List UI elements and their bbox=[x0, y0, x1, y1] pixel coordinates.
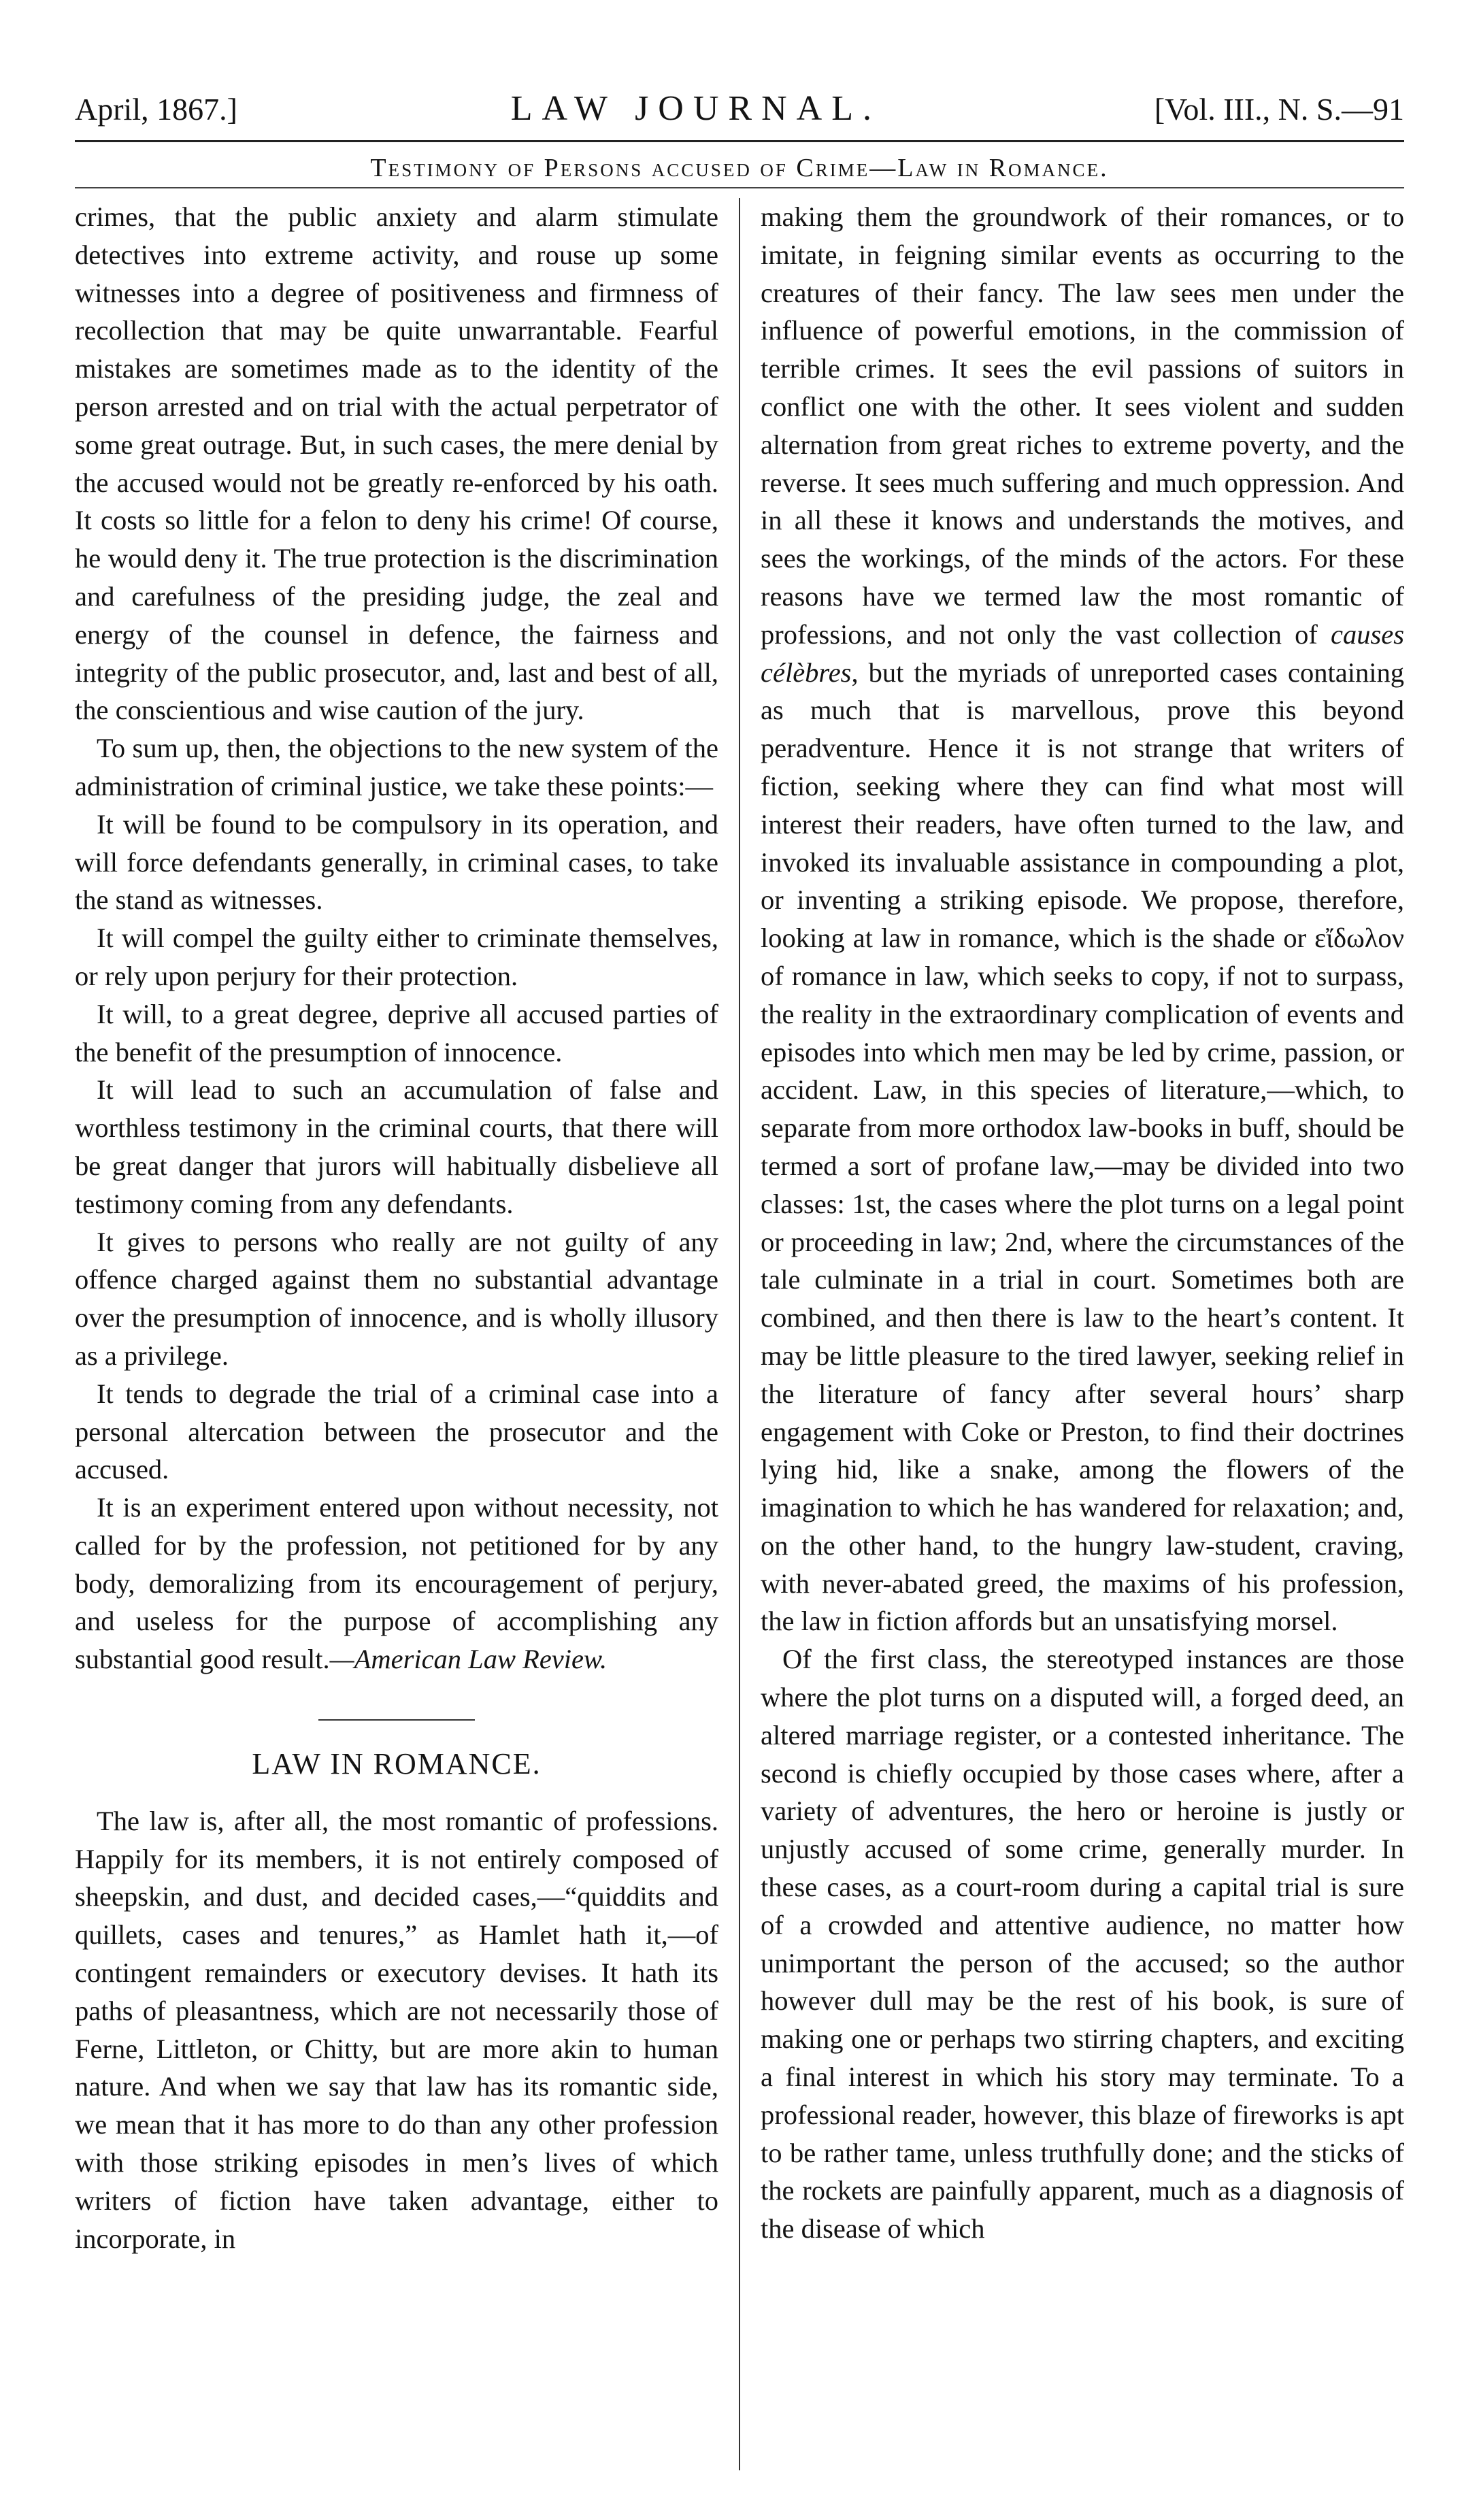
source-attribution: —American Law Review. bbox=[329, 1644, 608, 1675]
objection-item: It will compel the guilty either to criminate themselves, or rely upon perjury for their protection. bbox=[75, 923, 718, 991]
text-columns bbox=[75, 198, 1404, 2470]
right-paragraph-continued bbox=[761, 198, 1404, 1640]
header-date: April, 1867.] bbox=[75, 92, 237, 127]
header-journal-title: LAW JOURNAL. bbox=[510, 89, 881, 128]
law-in-romance-paragraph: The law is, after all, the most romantic of professions. Happily for its members, it is not entirely composed of sheepskin, and dust, and decided cases,—“quiddits and quillets, cases and tenures,” as Hamlet hath it,—of contingent remainders or executory devises. It hath its paths of pleasantness, which are not necessarily those of Ferne, Littleton, or Chitty, but are more akin to human nature. And when we say that law has its romantic side, we mean that it has more to do than any other profession with those striking episodes in men’s lives of which writers of fiction have taken advantage, either to incorporate, in bbox=[75, 1805, 718, 2254]
section-separator bbox=[318, 1719, 475, 1721]
left-paragraph-continued: crimes, that the public anxiety and alarm stimulate detectives into extreme activity, and rouse up some witnesses into a degree of positiveness and firmness of recollection that may be quite unwarrantable. Fearful mistakes are sometimes made as to the identity of the person arrested and on trial with the actual perpetrator of some great outrage. But, in such cases, the mere denial by the accused would not be greatly re-enforced by his oath. It costs so little for a felon to deny his crime! Of course, he would deny it. The true protection is the discrimination and carefulness of the presiding judge, the zeal and energy of the counsel in defence, the fairness and integrity of the public prosecutor, and, last and best of all, the conscientious and wise caution of the jury. bbox=[75, 201, 718, 726]
subhead-rule bbox=[75, 187, 1404, 188]
objection-item-last bbox=[75, 1489, 718, 1678]
article-subhead: Testimony of Persons accused of Crime—Law in Romance. bbox=[370, 154, 1109, 182]
section-title: LAW IN ROMANCE. bbox=[252, 1747, 542, 1781]
header-rule bbox=[75, 140, 1404, 142]
summary-paragraph: To sum up, then, the objections to the new system of the administration of criminal justice, we take these points:— bbox=[75, 733, 718, 801]
objection-item: It gives to persons who really are not guilty of any offence charged against them no substantial advantage over the presumption of innocence, and is wholly illusory as a privilege. bbox=[75, 1226, 718, 1371]
italic-phrase: causes célèbres bbox=[761, 618, 1404, 688]
last-item-text: It is an experiment entered upon without necessity, not called for by the profession, not petitioned for by any body, demoralizing from its encouragement of perjury, and useless for the purpose of accomplishing any substantial good result. bbox=[75, 1492, 718, 1675]
header-volume: [Vol. III., N. S.—91 bbox=[1154, 92, 1404, 127]
left-column bbox=[75, 198, 718, 2470]
running-header bbox=[75, 88, 1404, 136]
objection-item: It tends to degrade the trial of a criminal case into a personal altercation between the prosecutor and the accused. bbox=[75, 1378, 718, 1485]
column-divider bbox=[739, 198, 740, 2470]
objection-item: It will be found to be compulsory in its operation, and will force defendants generally, in criminal cases, to take the stand as witnesses. bbox=[75, 808, 718, 916]
right-text-b: , but the myriads of unreported cases containing as much that is marvellous, prove this beyond peradventure. Hence it is not strange that writers of fiction, seeking where they can find what most will interest their readers, have often turned to the law, and invoked its invaluable assistance in compounding a plot, or inventing a striking episode. We propose, therefore, looking at law in romance, which is the shade or εἴδωλον of romance in law, which seeks to copy, if not to surpass, the reality in the extraordinary complication of events and episodes into which men may be led by crime, passion, or accident. Law, in this species of literature,—which, to separate from more orthodox law-books in buff, should be termed a sort of profane law,—may be divided into two classes: 1st, the cases where the plot turns on a legal point or proceeding in law; 2nd, where the circumstances of the tale culminate in a trial in court. Sometimes both are combined, and then there is law to the heart’s content. It may be little pleasure to the tired lawyer, seeking relief in the literature of fancy after several hours’ sharp engagement with Coke or Preston, to find their doctrines lying hid, like a snake, among the flowers of the imagination to which he has wandered for relaxation; and, on the other hand, to the hungry law-student, craving, with never-abated greed, the maxims of his profession, the law in fiction affords but an unsatisfying morsel. bbox=[761, 657, 1404, 1637]
objection-item: It will lead to such an accumulation of false and worthless testimony in the criminal courts, that there will be great danger that jurors will habitually disbelieve all testimony coming from any defendants. bbox=[75, 1074, 718, 1219]
right-text-a: making them the groundwork of their romances, or to imitate, in feigning similar events as occurring to the creatures of their fancy. The law sees men under the influence of powerful emotions, in the commission of terrible crimes. It sees the evil passions of suitors in conflict one with the other. It sees violent and sudden alternation from great riches to extreme poverty, and the reverse. It sees much suffering and much oppression. And in all these it knows and understands the motives, and sees the workings, of the minds of the actors. For these reasons have we termed law the most romantic of professions, and not only the vast collection of bbox=[761, 201, 1404, 650]
first-class-paragraph: Of the first class, the stereotyped instances are those where the plot turns on a disputed will, a forged deed, an altered marriage register, or a contested inheritance. The second is chiefly occupied by those cases where, after a variety of adventures, the hero or heroine is justly or unjustly accused of some crime, generally murder. In these cases, as a court-room during a capital trial is sure of a crowded and attentive audience, no matter how unimportant the person of the accused; so the author however dull may be the rest of his book, is sure of making one or perhaps two stirring chapters, and exciting a final interest in which his story may terminate. To a professional reader, however, this blaze of fireworks is apt to be rather tame, unless truthfully done; and the sticks of the rockets are painfully apparent, much as a diagnosis of the disease of which bbox=[761, 1644, 1404, 2244]
objection-item: It will, to a great degree, deprive all accused parties of the benefit of the presumption of innocence. bbox=[75, 998, 718, 1067]
right-column bbox=[761, 198, 1404, 2470]
